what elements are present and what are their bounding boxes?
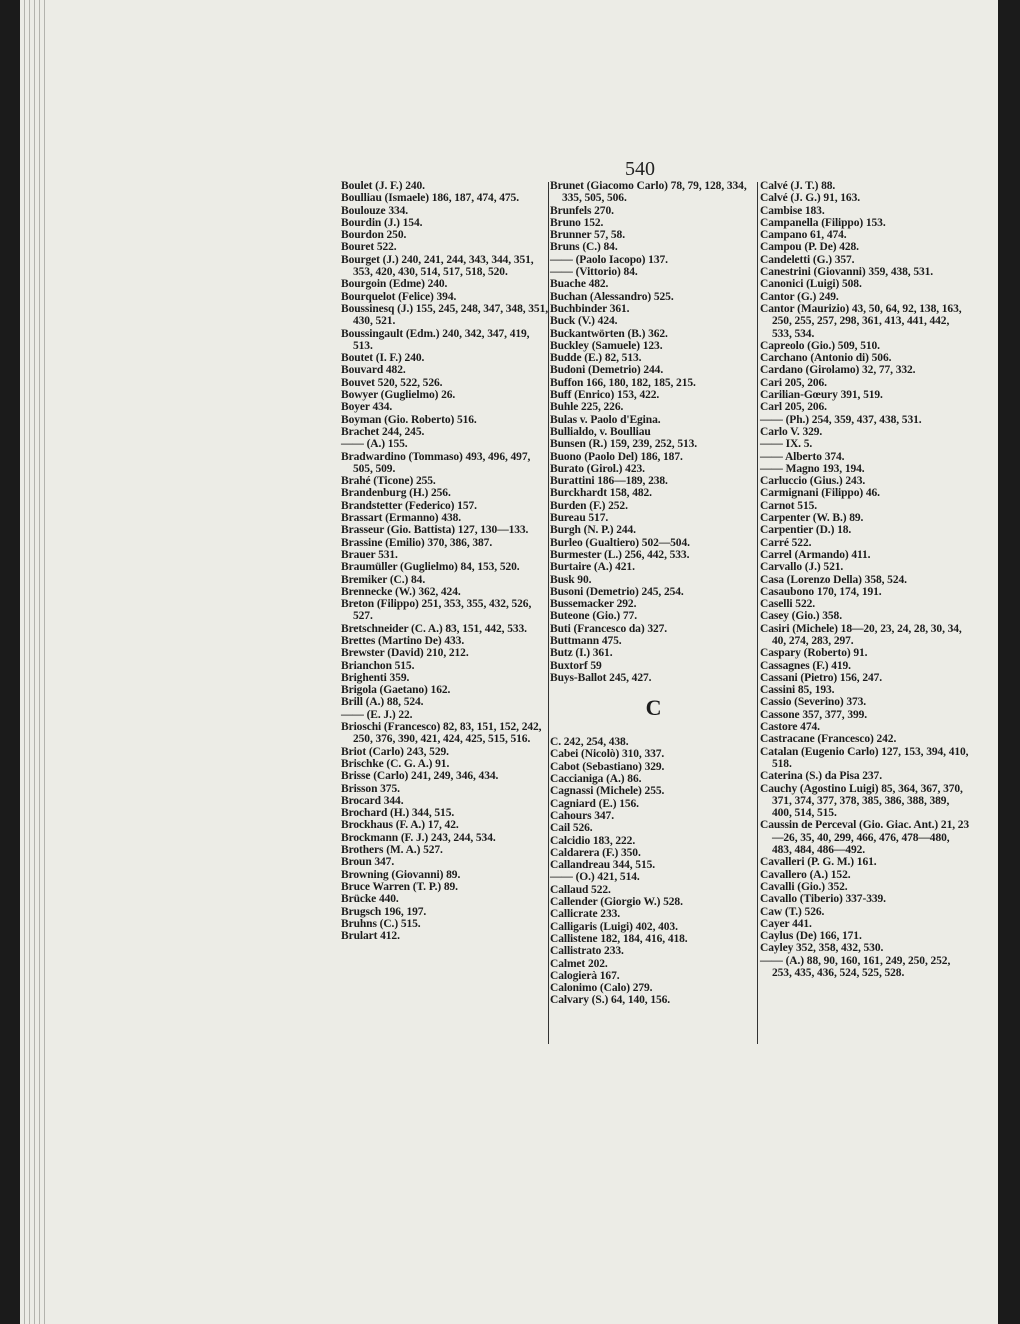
index-entry: Canonici (Luigi) 508. bbox=[760, 278, 862, 291]
index-entry: Bowyer (Guglielmo) 26. bbox=[341, 389, 456, 402]
index-entry: Brücke 440. bbox=[341, 893, 399, 906]
index-entry: Braumüller (Guglielmo) 84, 153, 520. bbox=[341, 561, 520, 574]
index-entry: Brianchon 515. bbox=[341, 659, 415, 672]
index-entry: Bruhns (C.) 515. bbox=[341, 917, 421, 930]
index-entry: Cauchy (Agostino Luigi) 85, 364, 367, 370, 371, 374, 377, 378, 385, 386, 388, 389, 400, 514, 515. bbox=[760, 782, 963, 820]
index-entry: Bruns (C.) 84. bbox=[550, 241, 618, 254]
index-column-2-top bbox=[550, 180, 757, 684]
index-entry: Carpentier (D.) 18. bbox=[760, 524, 852, 537]
page-edge-line bbox=[29, 0, 30, 1324]
index-entry: Cassagnes (F.) 419. bbox=[760, 659, 851, 672]
index-entry: Casa (Lorenzo Della) 358, 524. bbox=[760, 573, 907, 586]
index-entry: Busoni (Demetrio) 245, 254. bbox=[550, 585, 684, 598]
index-column-2 bbox=[550, 180, 757, 1007]
index-entry: Briot (Carlo) 243, 529. bbox=[341, 745, 449, 758]
index-entry: Calvé (J. T.) 88. bbox=[760, 180, 836, 192]
index-entry: Callicrate 233. bbox=[550, 908, 621, 921]
index-entry: Bourdin (J.) 154. bbox=[341, 216, 423, 229]
index-entry: Brugsch 196, 197. bbox=[341, 905, 427, 918]
index-entry: Calmet 202. bbox=[550, 957, 608, 970]
index-entry: Cari 205, 206. bbox=[760, 376, 827, 389]
index-entry: Bureau 517. bbox=[550, 512, 609, 525]
index-entry: —— (Vittorio) 84. bbox=[550, 266, 638, 279]
index-entry: Bremiker (C.) 84. bbox=[341, 573, 426, 586]
index-entry: Carnot 515. bbox=[760, 499, 818, 512]
index-entry: Caldarera (F.) 350. bbox=[550, 846, 641, 859]
column-rule bbox=[548, 182, 549, 1044]
index-entry: Buxtorf 59 bbox=[550, 659, 602, 672]
page-edge-line bbox=[34, 0, 35, 1324]
index-entry: Brockmann (F. J.) 243, 244, 534. bbox=[341, 831, 496, 844]
index-entry: Budde (E.) 82, 513. bbox=[550, 352, 642, 365]
index-entry: Bruce Warren (T. P.) 89. bbox=[341, 880, 458, 893]
index-entry: Brisson 375. bbox=[341, 782, 400, 795]
index-entry: Buono (Paolo Del) 186, 187. bbox=[550, 450, 683, 463]
index-entry: Brahé (Ticone) 255. bbox=[341, 475, 436, 488]
index-entry: Buttmann 475. bbox=[550, 634, 622, 647]
index-entry: Campano 61, 474. bbox=[760, 229, 847, 242]
index-entry: Boutet (I. F.) 240. bbox=[341, 352, 425, 365]
index-entry: Breton (Filippo) 251, 353, 355, 432, 526, 527. bbox=[341, 598, 532, 623]
index-entry: Cantor (G.) 249. bbox=[760, 290, 839, 303]
index-entry: Buchbinder 361. bbox=[550, 302, 630, 315]
index-entry: Burden (F.) 252. bbox=[550, 499, 628, 512]
index-entry: Cambise 183. bbox=[760, 204, 825, 217]
index-entry: Caselli 522. bbox=[760, 598, 816, 611]
index-entry: —— IX. 5. bbox=[760, 438, 813, 451]
index-entry: Brunner 57, 58. bbox=[550, 229, 625, 242]
index-entry: Calligaris (Luigi) 402, 403. bbox=[550, 920, 678, 933]
index-entry: Bouvard 482. bbox=[341, 364, 406, 377]
index-entry: Burleo (Gualtiero) 502—504. bbox=[550, 536, 690, 549]
index-entry: Caccianiga (A.) 86. bbox=[550, 773, 642, 786]
index-entry: —— (Ph.) 254, 359, 437, 438, 531. bbox=[760, 413, 922, 426]
index-entry: Caylus (De) 166, 171. bbox=[760, 930, 862, 943]
index-column-3 bbox=[760, 180, 970, 979]
index-entry: Buff (Enrico) 153, 422. bbox=[550, 389, 660, 402]
index-entry: Calogierà 167. bbox=[550, 969, 620, 982]
column-rule bbox=[757, 182, 758, 1044]
index-entry: Boulouze 334. bbox=[341, 204, 409, 217]
index-entry: Castore 474. bbox=[760, 721, 820, 734]
index-column-2-bottom bbox=[550, 736, 757, 1007]
index-entry: Bouret 522. bbox=[341, 241, 397, 254]
index-entry: Carchano (Antonio di) 506. bbox=[760, 352, 892, 365]
index-entry: —— (A.) 88, 90, 160, 161, 249, 250, 252, 253, 435, 436, 524, 525, 528. bbox=[760, 954, 951, 979]
index-entry: Callender (Giorgio W.) 528. bbox=[550, 896, 683, 909]
index-entry: Boyer 434. bbox=[341, 401, 393, 414]
index-entry: Caussin de Perceval (Gio. Giac. Ant.) 21, 23—26, 35, 40, 299, 466, 476, 478—480, 483, 484, 486—492. bbox=[760, 819, 970, 857]
index-entry: Buffon 166, 180, 182, 185, 215. bbox=[550, 376, 696, 389]
index-entry: Cabot (Sebastiano) 329. bbox=[550, 760, 665, 773]
index-entry: Callandreau 344, 515. bbox=[550, 859, 656, 872]
index-entry: Caspary (Roberto) 91. bbox=[760, 647, 868, 660]
index-entry: Cagniard (E.) 156. bbox=[550, 797, 639, 810]
index-entry: Bourget (J.) 240, 241, 244, 343, 344, 351, 353, 420, 430, 514, 517, 518, 520. bbox=[341, 253, 534, 279]
index-entry: Brulart 412. bbox=[341, 930, 400, 943]
index-entry: Calonimo (Calo) 279. bbox=[550, 982, 653, 995]
index-entry: Budoni (Demetrio) 244. bbox=[550, 364, 664, 377]
page-edge-line bbox=[44, 0, 45, 1324]
index-entry: Broun 347. bbox=[341, 856, 395, 869]
index-entry: Carré 522. bbox=[760, 536, 812, 549]
index-entry: Calvary (S.) 64, 140, 156. bbox=[550, 994, 671, 1007]
index-entry: —— (A.) 155. bbox=[341, 438, 408, 451]
index-entry: Burattini 186—189, 238. bbox=[550, 475, 668, 488]
index-entry: Cabei (Nicolò) 310, 337. bbox=[550, 748, 665, 761]
index-entry: Bruno 152. bbox=[550, 216, 604, 229]
index-entry: —— (Paolo Iacopo) 137. bbox=[550, 253, 668, 266]
index-entry: Brockhaus (F. A.) 17, 42. bbox=[341, 819, 459, 832]
index-entry: Brennecke (W.) 362, 424. bbox=[341, 585, 461, 598]
index-entry: —— Magno 193, 194. bbox=[760, 462, 865, 475]
section-letter: C bbox=[645, 695, 662, 721]
index-entry: Brioschi (Francesco) 82, 83, 151, 152, 242, 250, 376, 390, 421, 424, 425, 515, 516. bbox=[341, 721, 542, 746]
index-entry: Brewster (David) 210, 212. bbox=[341, 647, 469, 660]
index-entry: Campanella (Filippo) 153. bbox=[760, 216, 886, 229]
index-entry: Brandstetter (Federico) 157. bbox=[341, 499, 477, 512]
index-entry: Calcidio 183, 222. bbox=[550, 834, 636, 847]
index-entry: Carilian-Gœury 391, 519. bbox=[760, 389, 883, 402]
index-entry: Castracane (Francesco) 242. bbox=[760, 733, 897, 746]
index-entry: Brassart (Ermanno) 438. bbox=[341, 512, 462, 525]
index-entry: Carrel (Armando) 411. bbox=[760, 548, 871, 561]
index-entry: Boyman (Gio. Roberto) 516. bbox=[341, 413, 477, 426]
index-entry: Buache 482. bbox=[550, 278, 609, 291]
index-entry: Casaubono 170, 174, 191. bbox=[760, 585, 882, 598]
index-entry: —— (E. J.) 22. bbox=[341, 708, 413, 721]
index-entry: Cassini 85, 193. bbox=[760, 684, 835, 697]
page-edge-line bbox=[39, 0, 40, 1324]
index-entry: Cassone 357, 377, 399. bbox=[760, 708, 868, 721]
index-entry: Brassine (Emilio) 370, 386, 387. bbox=[341, 536, 493, 549]
index-entry: Brigola (Gaetano) 162. bbox=[341, 684, 451, 697]
index-entry: Cardano (Girolamo) 32, 77, 332. bbox=[760, 364, 916, 377]
index-entry: —— Alberto 374. bbox=[760, 450, 845, 463]
index-entry: Bretschneider (C. A.) 83, 151, 442, 533. bbox=[341, 622, 527, 635]
index-entry: Brischke (C. G. A.) 91. bbox=[341, 757, 450, 770]
index-entry: Carvallo (J.) 521. bbox=[760, 561, 844, 574]
index-entry: Cassani (Pietro) 156, 247. bbox=[760, 671, 883, 684]
index-entry: Buteone (Gio.) 77. bbox=[550, 610, 637, 623]
index-entry: Brandenburg (H.) 256. bbox=[341, 487, 451, 500]
index-entry: Capreolo (Gio.) 509, 510. bbox=[760, 339, 880, 352]
page-edge-line bbox=[24, 0, 25, 1324]
index-entry: Cayer 441. bbox=[760, 917, 812, 930]
index-entry: Brocard 344. bbox=[341, 794, 404, 807]
index-entry: Cahours 347. bbox=[550, 809, 614, 822]
index-entry: Bourdon 250. bbox=[341, 229, 407, 242]
index-entry: Busk 90. bbox=[550, 573, 592, 586]
index-entry: Casiri (Michele) 18—20, 23, 24, 28, 30, 34, 40, 274, 283, 297. bbox=[760, 622, 962, 647]
index-entry: Bourquelot (Felice) 394. bbox=[341, 290, 457, 303]
index-entry: Callistene 182, 184, 416, 418. bbox=[550, 932, 688, 945]
index-entry: Buckley (Samuele) 123. bbox=[550, 339, 663, 352]
index-entry: Buchan (Alessandro) 525. bbox=[550, 290, 674, 303]
index-entry: Casey (Gio.) 358. bbox=[760, 610, 842, 623]
index-entry: Butz (I.) 361. bbox=[550, 647, 613, 660]
index-entry: Buckantwörten (B.) 362. bbox=[550, 327, 668, 340]
index-entry: Carluccio (Gius.) 243. bbox=[760, 475, 866, 488]
index-entry: Bullialdo, v. Boulliau bbox=[550, 425, 651, 438]
index-entry: Bourgoin (Edme) 240. bbox=[341, 278, 448, 291]
index-entry: Buck (V.) 424. bbox=[550, 315, 618, 328]
index-entry: Cayley 352, 358, 432, 530. bbox=[760, 942, 884, 955]
index-entry: Brill (A.) 88, 524. bbox=[341, 696, 424, 709]
index-entry: Brighenti 359. bbox=[341, 671, 410, 684]
index-entry: Callaud 522. bbox=[550, 883, 611, 896]
index-entry: Brachet 244, 245. bbox=[341, 425, 425, 438]
index-entry: Cagnassi (Michele) 255. bbox=[550, 785, 665, 798]
index-entry: Carpenter (W. B.) 89. bbox=[760, 512, 864, 525]
index-entry: Cantor (Maurizio) 43, 50, 64, 92, 138, 163, 250, 255, 257, 298, 361, 413, 441, 442, 533, 534. bbox=[760, 302, 962, 340]
index-entry: Catalan (Eugenio Carlo) 127, 153, 394, 410, 518. bbox=[760, 745, 969, 770]
index-entry: Canestrini (Giovanni) 359, 438, 531. bbox=[760, 266, 934, 279]
index-entry: Carl 205, 206. bbox=[760, 401, 827, 414]
index-entry: Brochard (H.) 344, 515. bbox=[341, 807, 455, 820]
index-entry: Cavalli (Gio.) 352. bbox=[760, 880, 848, 893]
index-entry: Browning (Giovanni) 89. bbox=[341, 868, 461, 881]
index-entry: Candeletti (G.) 357. bbox=[760, 253, 855, 266]
index-entry: Brunet (Giacomo Carlo) 78, 79, 128, 334, 335, 505, 506. bbox=[550, 180, 747, 205]
index-entry: Brothers (M. A.) 527. bbox=[341, 844, 443, 857]
index-entry: Cavallero (A.) 152. bbox=[760, 868, 851, 881]
index-entry: Bussemacker 292. bbox=[550, 598, 637, 611]
index-entry: Bouvet 520, 522, 526. bbox=[341, 376, 443, 389]
index-entry: Buys-Ballot 245, 427. bbox=[550, 671, 652, 684]
index-entry: —— (O.) 421, 514. bbox=[550, 871, 640, 884]
index-entry: Boussingault (Edm.) 240, 342, 347, 419, 513. bbox=[341, 327, 530, 352]
index-entry: Boulet (J. F.) 240. bbox=[341, 180, 425, 192]
index-entry: Bunsen (R.) 159, 239, 252, 513. bbox=[550, 438, 698, 451]
index-entry: Carlo V. 329. bbox=[760, 425, 823, 438]
index-entry: Campou (P. De) 428. bbox=[760, 241, 859, 254]
index-entry: Burtaire (A.) 421. bbox=[550, 561, 635, 574]
index-column-1 bbox=[341, 180, 548, 942]
index-entry: Boulliau (Ismaele) 186, 187, 474, 475. bbox=[341, 192, 519, 205]
index-entry: Boussinesq (J.) 155, 245, 248, 347, 348, 351, 430, 521. bbox=[341, 302, 548, 328]
index-entry: Brettes (Martino De) 433. bbox=[341, 634, 465, 647]
index-entry: Bulas v. Paolo d'Egina. bbox=[550, 413, 661, 426]
index-entry: Callistrato 233. bbox=[550, 945, 624, 958]
index-entry: Cavallo (Tiberio) 337-339. bbox=[760, 893, 886, 906]
index-entry: Brunfels 270. bbox=[550, 204, 614, 217]
index-entry: Burgh (N. P.) 244. bbox=[550, 524, 636, 537]
index-entry: Burckhardt 158, 482. bbox=[550, 487, 652, 500]
index-entry: Cassio (Severino) 373. bbox=[760, 696, 867, 709]
index-entry: Burmester (L.) 256, 442, 533. bbox=[550, 548, 690, 561]
index-entry: Brauer 531. bbox=[341, 548, 398, 561]
index-entry: Caw (T.) 526. bbox=[760, 905, 825, 918]
page-number: 540 bbox=[625, 158, 655, 180]
index-entry: Buti (Francesco da) 327. bbox=[550, 622, 668, 635]
index-entry: Burato (Girol.) 423. bbox=[550, 462, 645, 475]
index-entry: Cavalleri (P. G. M.) 161. bbox=[760, 856, 877, 869]
index-entry: Carmignani (Filippo) 46. bbox=[760, 487, 880, 500]
index-entry: Brasseur (Gio. Battista) 127, 130—133. bbox=[341, 524, 529, 537]
index-entry: Buhle 225, 226. bbox=[550, 401, 624, 414]
index-entry: Calvé (J. G.) 91, 163. bbox=[760, 192, 861, 205]
index-entry: C. 242, 254, 438. bbox=[550, 736, 629, 749]
index-entry: Caterina (S.) da Pisa 237. bbox=[760, 770, 882, 783]
index-entry: Cail 526. bbox=[550, 822, 593, 835]
index-entry: Brisse (Carlo) 241, 249, 346, 434. bbox=[341, 770, 499, 783]
index-entry: Bradwardino (Tommaso) 493, 496, 497, 505, 509. bbox=[341, 450, 531, 475]
